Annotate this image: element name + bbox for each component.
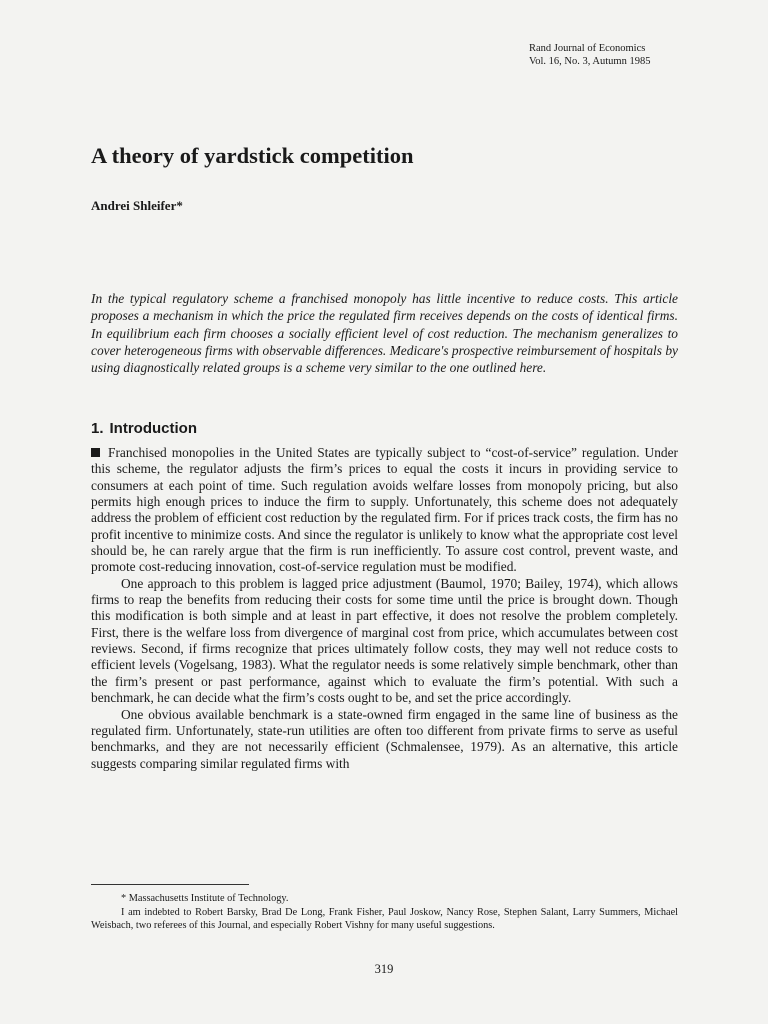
page-number: 319 (374, 962, 394, 976)
paragraph-2: One approach to this problem is lagged price adjustment (Baumol, 1970; Bailey, 1974), which allows firms to reap the benefits from reducing their costs for some time until the price is brought down. Though this modification is both simple and at least in part effective, it does not resolve the problem completely. First, there is the welfare loss from divergence of marginal cost from price, which accumulates between cost reviews. Second, if firms recognize that prices ultimately follow costs, they may well not reduce costs to efficient levels (Vogelsang, 1983). What the regulator needs is some relatively simple benchmark, other than the firm’s present or past performance, against which to evaluate the firm’s potential. With such a benchmark, he can decide what the firm’s costs ought to be, and set the price accordingly. (91, 575, 678, 706)
abstract: In the typical regulatory scheme a franchised monopoly has little incentive to reduce costs. This article proposes a mechanism in which the price the regulated firm receives depends on the costs of identical firms. In equilibrium each firm chooses a socially efficient level of cost reduction. The mechanism generalizes to cover heterogeneous firms with observable differences. Medicare's prospective reimbursement of hospitals by using diagnostically related groups is a scheme very similar to the one outlined here. (91, 291, 678, 376)
bullet-icon (91, 448, 100, 457)
footnote-acknowledgments: I am indebted to Robert Barsky, Brad De Long, Frank Fisher, Paul Joskow, Nancy Rose, Stephen Salant, Larry Summers, Michael Weisbach, two referees of this Journal, and especially Robert Vishny for many useful suggestions. (91, 906, 678, 931)
paragraph-3: One obvious available benchmark is a state-owned firm engaged in the same line of business as the regulated firm. Unfortunately, state-run utilities are often too different from private firms to serve as useful benchmarks, and they are not necessarily efficient (Schmalensee, 1979). As an alternative, this article suggests comparing similar regulated firms with (91, 706, 678, 771)
journal-header (529, 42, 729, 68)
footnote-affiliation: * Massachusetts Institute of Technology. (121, 893, 289, 904)
section-heading (91, 418, 197, 440)
paragraph-text: Franchised monopolies in the United States are typically subject to “cost-of-service” regulation. Under this scheme, the regulator adjusts the firm’s prices to equal the costs it incurs in providing service to consumers at each point of time. Such regulation avoids welfare losses from monopoly pricing, but also permits high enough prices to induce the firm to supply. Unfortunately, this scheme does not adequately address the problem of efficient cost reduction by the regulated firm. For if prices track costs, the firm has no profit incentive to minimize costs. And since the regulator is unlikely to know what the appropriate cost level should be, he can rarely argue that the firm is run inefficiently. To assure cost control, prevent waste, and promote cost-reducing innovation, cost-of-service regulation must be modified. (91, 445, 678, 575)
footnote-divider (91, 884, 249, 885)
article-title: A theory of yardstick competition (91, 143, 414, 168)
paragraph-1 (91, 445, 678, 576)
journal-volume: Vol. 16, No. 3, Autumn 1985 (529, 56, 651, 67)
section-number: 1. (91, 420, 104, 437)
journal-name: Rand Journal of Economics (529, 43, 646, 54)
body-text (91, 445, 678, 772)
author-name: Andrei Shleifer* (91, 198, 183, 213)
footnotes (91, 892, 678, 933)
section-title: Introduction (109, 420, 197, 437)
